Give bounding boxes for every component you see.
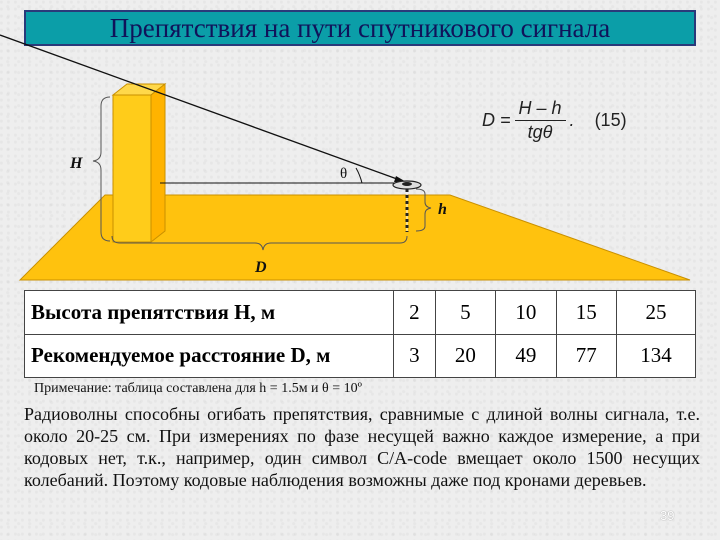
table-cell: 15	[556, 291, 616, 335]
table-cell: 3	[394, 334, 436, 378]
formula-denominator: tgθ	[527, 122, 553, 142]
table-row	[25, 291, 696, 335]
table-cell: 49	[496, 334, 556, 378]
slide-title: Препятствия на пути спутникового сигнала	[109, 12, 611, 43]
theta-arc	[356, 168, 362, 183]
building-side	[151, 84, 165, 242]
row-label: Рекомендуемое расстояние D, м	[25, 334, 394, 378]
formula-fraction	[515, 98, 566, 143]
label-D: D	[255, 259, 267, 276]
label-H: H	[70, 155, 83, 172]
table-cell: 77	[556, 334, 616, 378]
formula-numerator: H – h	[515, 98, 566, 121]
formula-15	[482, 98, 627, 143]
page-number: 39	[660, 508, 675, 523]
body-paragraph: Радиоволны способны огибать препятствия, сравнимые с длиной волны сигнала, т.е. около 20-25 см. При измерениях по фазе несущей важно каждое измерение, а при кодовых нет, т.к., например, один символ C/A-code вмещает около 1500 несущих колебаний. Поэтому кодовые наблюдения возможны даже под кронами деревьев.	[24, 404, 700, 490]
signal-ray	[0, 35, 408, 183]
table-cell: 10	[496, 291, 556, 335]
formula-tail: .	[569, 110, 575, 130]
building-front	[113, 95, 151, 242]
formula-number: (15)	[594, 110, 627, 130]
formula-lhs: D =	[482, 110, 511, 130]
table-row	[25, 334, 696, 378]
antenna-center	[402, 182, 412, 186]
table-cell: 5	[435, 291, 495, 335]
table-note: Примечание: таблица составлена для h = 1.5м и θ = 10º	[34, 381, 362, 396]
label-h: h	[438, 201, 447, 218]
table-cell: 134	[616, 334, 695, 378]
table-cell: 25	[616, 291, 695, 335]
table-cell: 2	[394, 291, 436, 335]
table-cell: 20	[435, 334, 495, 378]
row-label: Высота препятствия H, м	[25, 291, 394, 335]
distance-table	[24, 290, 696, 378]
label-theta: θ	[340, 166, 348, 182]
